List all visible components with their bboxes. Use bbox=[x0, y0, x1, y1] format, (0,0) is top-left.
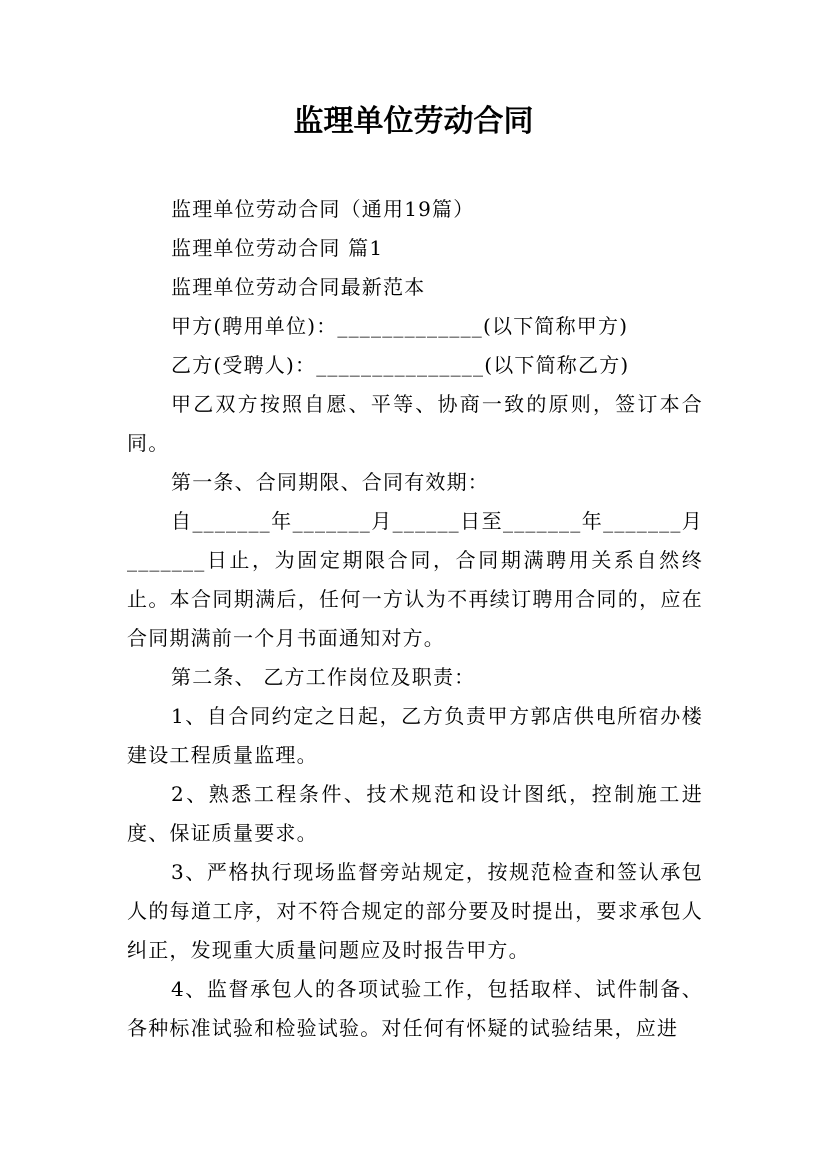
paragraph-party-a: 甲方(聘用单位)：_____________(以下简称甲方) bbox=[171, 314, 629, 338]
document-title: 监理单位劳动合同 bbox=[293, 104, 534, 139]
paragraph-subtitle: 监理单位劳动合同最新范本 bbox=[171, 275, 426, 299]
paragraph-heading: 监理单位劳动合同（通用19篇） bbox=[171, 197, 475, 221]
paragraph-article-1: 第一条、合同期限、合同有效期： bbox=[171, 470, 489, 494]
paragraph-duty-3: 3、严格执行现场监督旁站规定，按规范检查和签认承包人的每道工序，对不符合规定的部分要及时提出，要求承包人纠正，发现重大质量问题应及时报告甲方。 bbox=[127, 860, 703, 962]
paragraph-duty-1: 1、自合同约定之日起，乙方负责甲方郭店供电所宿办楼建设工程质量监理。 bbox=[127, 704, 703, 767]
paragraph-duty-4: 4、监督承包人的各项试验工作，包括取样、试件制备、各种标准试验和检验试验。对任何有怀疑的试验结果，应进 bbox=[127, 977, 703, 1040]
paragraph-party-b: 乙方(受聘人)：_______________(以下简称乙方) bbox=[171, 353, 630, 377]
paragraph-chapter: 监理单位劳动合同 篇1 bbox=[171, 236, 384, 260]
paragraph-article-2: 第二条、 乙方工作岗位及职责： bbox=[171, 665, 476, 689]
paragraph-duty-2: 2、熟悉工程条件、技术规范和设计图纸，控制施工进度、保证质量要求。 bbox=[127, 782, 703, 845]
paragraph-term: 自_______年_______月______日至_______年_______月_______日止，为固定期限合同，合同期满聘用关系自然终止。本合同期满后，任何一方认为不再续订聘用合同的，应在合同期满前一个月书面通知对方。 bbox=[127, 509, 703, 650]
document-body bbox=[127, 190, 703, 1048]
paragraph-intro: 甲乙双方按照自愿、平等、协商一致的原则，签订本合同。 bbox=[127, 392, 703, 455]
